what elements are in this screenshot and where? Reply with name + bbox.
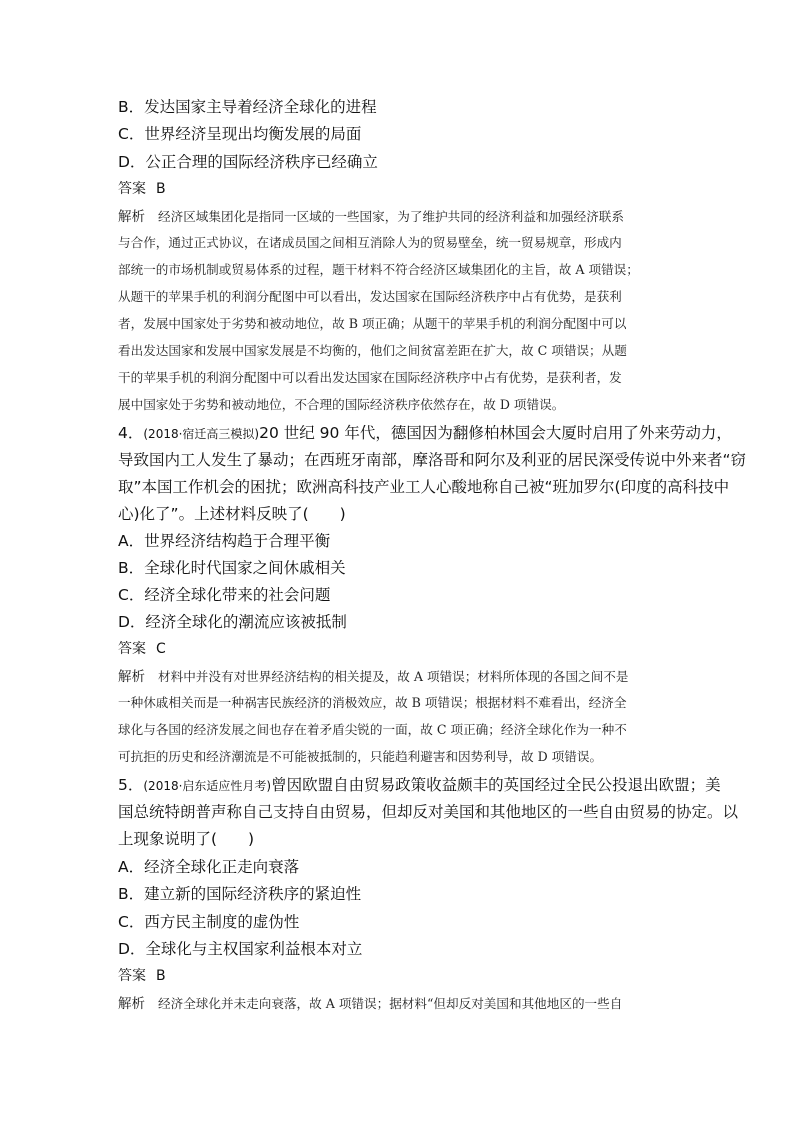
q5-option-c: C．西方民主制度的虚伪性 [118,913,300,931]
q3-explanation-line: 与合作，通过正式协议，在诸成员国之间相互消除人为的贸易壁垒，统一贸易规章，形成内 [118,235,622,250]
q3-explanation-line: 者，发展中国家处于劣势和被动地位，故 B 项正确；从题干的苹果手机的利润分配图中可以 [118,316,627,331]
q3-option-d: D．公正合理的国际经济秩序已经确立 [118,153,378,171]
q4-stem-line: 心)化了”。上述材料反映了( ) [118,505,346,523]
q5-explanation-line: 解析 经济全球化并未走向衰落，故 A 项错误；据材料“但却反对美国和其他地区的一些自 [118,992,622,1012]
q3-explanation-line: 展中国家处于劣势和被动地位，不合理的国际经济秩序依然存在，故 D 项错误。 [118,397,565,412]
q3-explanation-line: 看出发达国家和发展中国家发展是不均衡的，他们之间贫富差距在扩大，故 C 项错误；从题 [118,343,627,358]
q4-option-b: B．全球化时代国家之间休戚相关 [118,559,346,577]
q4-answer [118,638,166,658]
question-number: 4． [118,424,144,442]
q3-option-b: B．发达国家主导着经济全球化的进程 [118,98,377,116]
q5-stem-line: 国总统特朗普声称自己支持自由贸易，但却反对美国和其他地区的一些自由贸易的协定。以 [118,803,739,821]
question-number: 5． [118,776,144,794]
question-source: (2018·启东适应性月考) [143,779,272,793]
q4-stem-line: 导致国内工人发生了暴动；在西班牙南部，摩洛哥和阿尔及利亚的居民深受传说中外来者“窃 [118,451,747,469]
q4-stem-line: 取”本国工作机会的困扰；欧洲高科技产业工人心酸地称自己被“班加罗尔(印度的高科技中 [118,478,730,496]
q3-explanation-line: 从题干的苹果手机的利润分配图中可以看出，发达国家在国际经济秩序中占有优势，是获利 [118,289,622,304]
answer-label: 答案 [118,641,146,657]
q4-explanation-line: 球化与各国的经济发展之间也存在着矛盾尖锐的一面，故 C 项正确；经济全球化作为一种不 [118,722,627,737]
q3-option-c: C．世界经济呈现出均衡发展的局面 [118,125,362,143]
explanation-label: 解析 [118,996,145,1012]
q4-option-a: A．世界经济结构趋于合理平衡 [118,532,331,550]
question-source: (2018·宿迁高三模拟) [143,427,260,441]
answer-value: B [156,181,166,197]
q5-answer [118,965,166,985]
q3-answer [118,178,166,198]
q5-option-d: D．全球化与主权国家利益根本对立 [118,940,363,958]
q4-option-c: C．经济全球化带来的社会问题 [118,586,331,604]
q4-explanation-line: 可抗拒的历史和经济潮流是不可能被抵制的，只能趋利避害和因势利导，故 D 项错误。 [118,749,603,764]
answer-value: C [156,641,166,657]
answer-label: 答案 [118,968,146,984]
q3-explanation-line: 解析 经济区域集团化是指同一区域的一些国家，为了维护共同的经济利益和加强经济联系 [118,205,624,225]
q4-explanation-line: 一种休戚相关而是一种祸害民族经济的消极效应，故 B 项错误；根据材料不难看出，经济全 [118,695,627,710]
answer-label: 答案 [118,181,146,197]
explanation-label: 解析 [118,669,145,685]
q5-stem-line: 5．(2018·启东适应性月考)曾因欧盟自由贸易政策收益颇丰的英国经过全民公投退出欧盟；美 [118,776,721,794]
answer-value: B [156,968,166,984]
q4-stem-line: 4．(2018·宿迁高三模拟)20 世纪 90 年代，德国因为翻修柏林国会大厦时启用了外来劳动力， [118,424,732,442]
explanation-label: 解析 [118,209,145,225]
q5-option-b: B．建立新的国际经济秩序的紧迫性 [118,885,362,903]
q3-explanation-line: 部统一的市场机制或贸易体系的过程，题干材料不符合经济区域集团化的主旨，故 A 项错误； [118,262,639,277]
q5-option-a: A．经济全球化正走向衰落 [118,858,300,876]
q3-explanation-line: 干的苹果手机的利润分配图中可以看出发达国家在国际经济秩序中占有优势，是获利者，发 [118,370,622,385]
q4-explanation-line: 解析 材料中并没有对世界经济结构的相关提及，故 A 项错误；材料所体现的各国之间不是 [118,665,628,685]
q5-stem-line: 上现象说明了( ) [118,830,255,848]
q4-option-d: D．经济全球化的潮流应该被抵制 [118,613,347,631]
